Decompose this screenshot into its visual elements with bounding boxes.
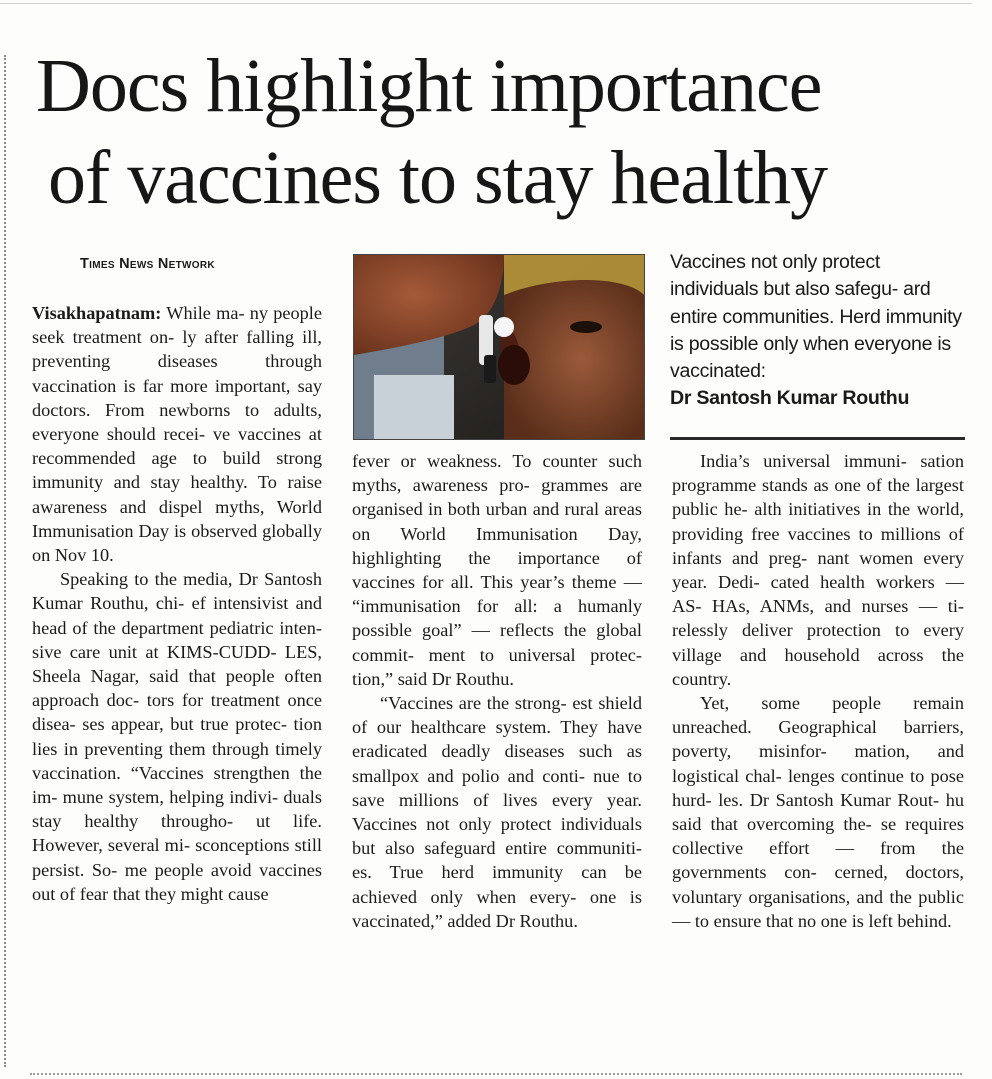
pull-quote bbox=[670, 249, 965, 413]
article-paragraph: India’s universal immuni- sation programme stands as one of the largest public he- alth initiatives in the world, providing free vaccines to millions of infants and preg- nant women every year. Dedi- cated health workers — AS- HAs, ANMs, and nurses — ti- relessly deliver protection to every village and household across the country. bbox=[672, 451, 964, 689]
dateline: Visakhapatnam: bbox=[32, 303, 162, 323]
article-paragraph: Speaking to the media, Dr Santosh Kumar Routhu, chi- ef intensivist and head of the department pediatric inten- sive care unit at KIMS-CUDD- LES, Sheela Nagar, said that people often approach doc- tors for treatment once disea- ses appear, but true protec- tion lies in preventing them through timely vaccination. “Vaccines strengthen the im- mune system, helping indivi- duals stay healthy througho- ut life. However, several mi- sconceptions still persist. So- me people avoid vaccines out of fear that they might cause bbox=[32, 569, 322, 904]
article-paragraph: Yet, some people remain unreached. Geographical barriers, poverty, misinfor- mation, and logistical chal- lenges continue to pose hurd- les. Dr Santosh Kumar Rout- hu said that overcoming the- se requires collective effort — from the governments con- cerned, doctors, voluntary organisations, and the public — to ensure that no one is left behind. bbox=[672, 693, 964, 931]
top-border bbox=[0, 3, 972, 4]
bottom-dotted-border bbox=[30, 1073, 962, 1075]
left-dotted-border bbox=[4, 55, 6, 1067]
vaccination-photo bbox=[353, 254, 645, 440]
article-paragraph: “Vaccines are the strong- est shield of our healthcare system. They have eradicated deadly diseases such as smallpox and polio and conti- nue to save millions of lives every year. Vaccines not only protect individuals but also safeguard entire communiti- es. True herd immunity can be achieved only when every- one is vaccinated,” added Dr Routhu. bbox=[352, 693, 642, 931]
headline-line-1: Docs highlight importance bbox=[36, 44, 822, 128]
article-paragraph: fever or weakness. To counter such myths, awareness pro- grammes are organised in both urban and rural areas on World Immunisation Day, highlighting the importance of vaccines for all. This year’s theme — “immunisation for all: a humanly possible goal” — reflects the global commit- ment to universal protec- tion,” said Dr Routhu. bbox=[352, 451, 642, 689]
pull-quote-rule bbox=[670, 437, 965, 440]
paragraph-text: While ma- ny people seek treatment on- ly after falling ill, preventing diseases through vaccination is far more important, say doctors. From newborns to adults, everyone should recei- ve vaccines at recommended age to build strong immunity and stay healthy. To raise awareness and dispel myths, World Immunisation Day is observed globally on Nov 10. bbox=[32, 303, 322, 566]
article-paragraph bbox=[32, 301, 322, 567]
article-column-2 bbox=[352, 449, 642, 933]
headline bbox=[36, 40, 966, 224]
pull-quote-source: Dr Santosh Kumar Routhu bbox=[670, 387, 910, 410]
headline-line-2: of vaccines to stay healthy bbox=[48, 136, 828, 220]
article-column-1 bbox=[32, 301, 322, 906]
byline: Times News Network bbox=[80, 256, 215, 272]
pull-quote-text: Vaccines not only protect individuals but also safegu- ard entire communities. Herd immunity is possible only when everyone is vaccinated: bbox=[670, 251, 962, 383]
child-receiving-oral-vaccine-drops-icon bbox=[354, 255, 644, 439]
article-column-3 bbox=[672, 449, 964, 933]
